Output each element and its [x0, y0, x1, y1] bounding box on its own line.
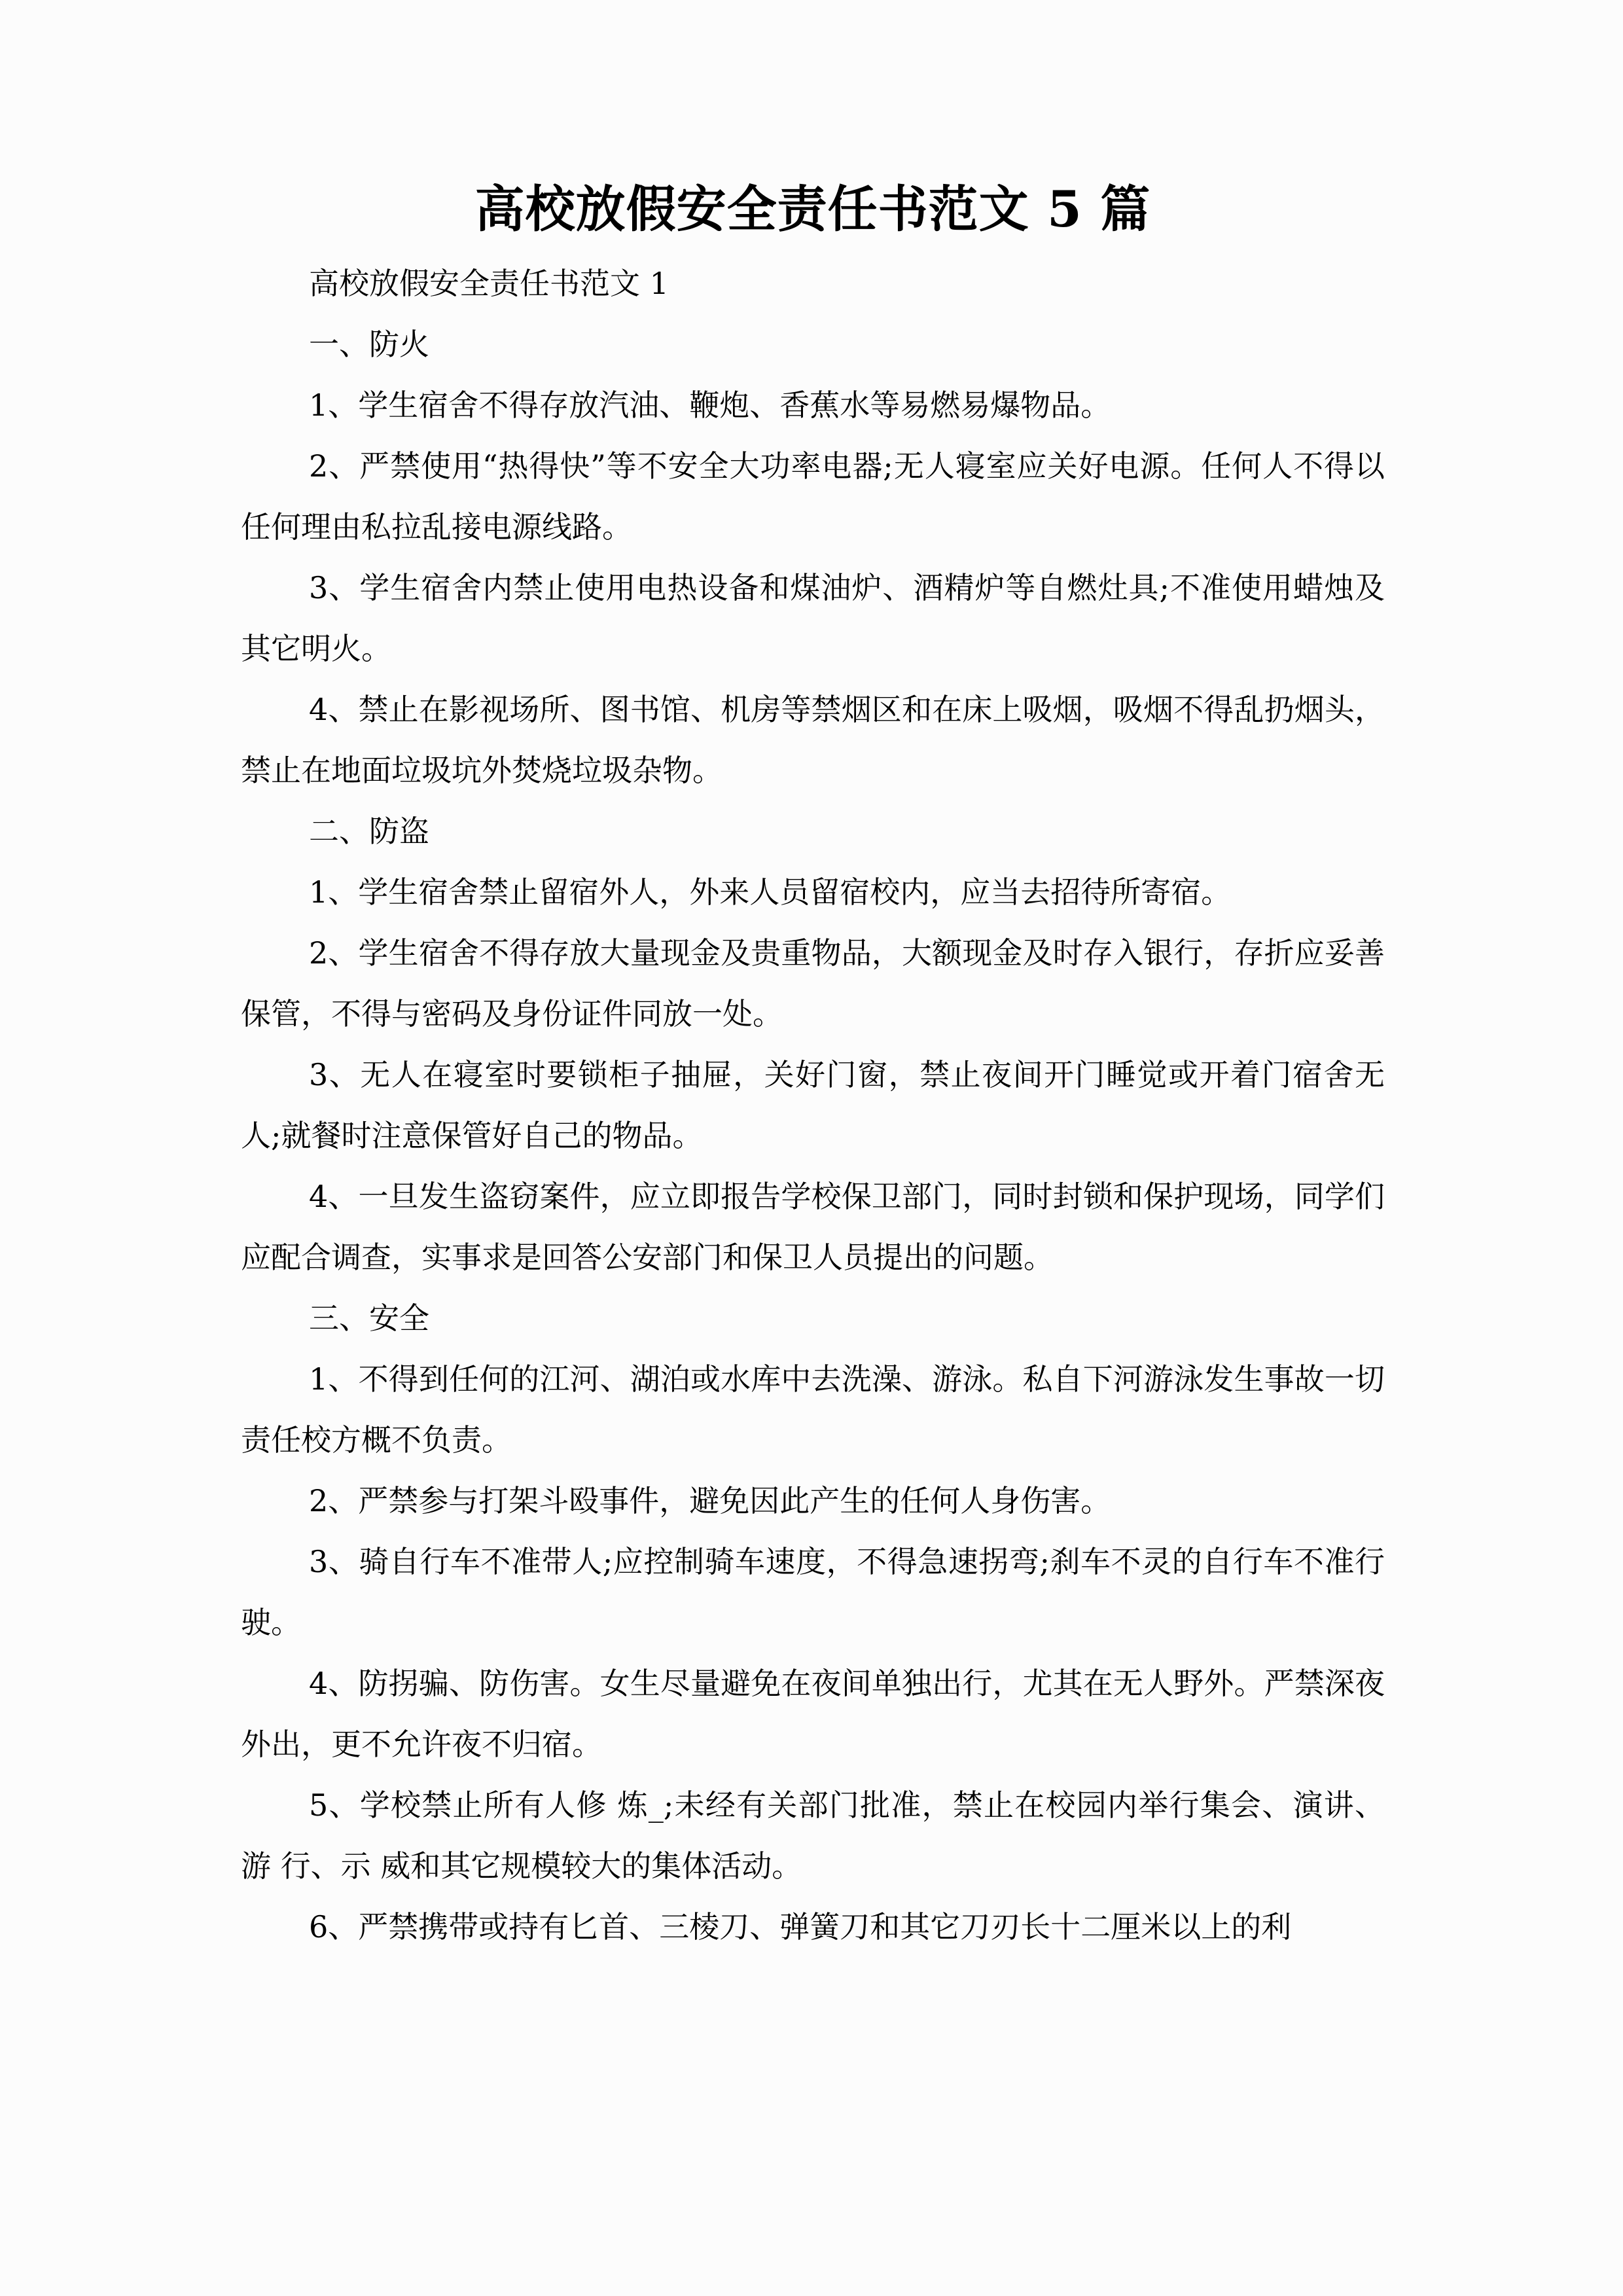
section-heading-theft: 二、防盗 — [309, 813, 429, 849]
section-safety-item-3: 3、骑自行车不准带人;应控制骑车速度，不得急速拐弯;刹车不灵的自行车不准行驶。 — [241, 1543, 1385, 1640]
section-safety-item-2: 2、严禁参与打架斗殴事件，避免因此产生的任何人身伤害。 — [309, 1482, 1111, 1518]
section-safety-item-5: 5、学校禁止所有人修 炼_;未经有关部门批准，禁止在校园内举行集会、演讲、游 行、示 威和其它规模较大的集体活动。 — [241, 1787, 1385, 1884]
page-title: 高校放假安全责任书范文 5 篇 — [474, 180, 1151, 238]
section-fire-item-2: 2、严禁使用“热得快”等不安全大功率电器;无人寝室应关好电源。任何人不得以任何理由私拉乱接电源线路。 — [241, 448, 1385, 545]
document-subtitle: 高校放假安全责任书范文 1 — [309, 265, 669, 301]
section-theft-item-4: 4、一旦发生盗窃案件，应立即报告学校保卫部门，同时封锁和保护现场，同学们应配合调查，实事求是回答公安部门和保卫人员提出的问题。 — [241, 1178, 1385, 1275]
document-content — [241, 0, 1385, 1958]
section-fire-item-4: 4、禁止在影视场所、图书馆、机房等禁烟区和在床上吸烟，吸烟不得乱扔烟头，禁止在地面垃圾坑外焚烧垃圾杂物。 — [241, 691, 1385, 788]
title-spacer — [241, 239, 1385, 253]
section-theft-item-3: 3、无人在寝室时要锁柜子抽屉，关好门窗，禁止夜间开门睡觉或开着门宿舍无人;就餐时注意保管好自己的物品。 — [241, 1056, 1385, 1153]
section-theft-item-2: 2、学生宿舍不得存放大量现金及贵重物品，大额现金及时存入银行，存折应妥善保管，不得与密码及身份证件同放一处。 — [241, 935, 1385, 1031]
section-heading-fire: 一、防火 — [309, 326, 429, 362]
section-fire-item-3: 3、学生宿舍内禁止使用电热设备和煤油炉、酒精炉等自燃灶具;不准使用蜡烛及其它明火。 — [241, 569, 1385, 666]
section-heading-safety: 三、安全 — [309, 1300, 429, 1336]
section-fire-item-1: 1、学生宿舍不得存放汽油、鞭炮、香蕉水等易燃易爆物品。 — [309, 387, 1111, 423]
section-theft-item-1: 1、学生宿舍禁止留宿外人，外来人员留宿校内，应当去招待所寄宿。 — [309, 874, 1232, 910]
section-safety-item-1: 1、不得到任何的江河、湖泊或水库中去洗澡、游泳。私自下河游泳发生事故一切责任校方概不负责。 — [241, 1361, 1385, 1458]
section-safety-item-4: 4、防拐骗、防伤害。女生尽量避免在夜间单独出行，尤其在无人野外。严禁深夜外出，更不允许夜不归宿。 — [241, 1665, 1385, 1762]
section-safety-item-6: 6、严禁携带或持有匕首、三棱刀、弹簧刀和其它刀刃长十二厘米以上的利 — [309, 1909, 1292, 1945]
